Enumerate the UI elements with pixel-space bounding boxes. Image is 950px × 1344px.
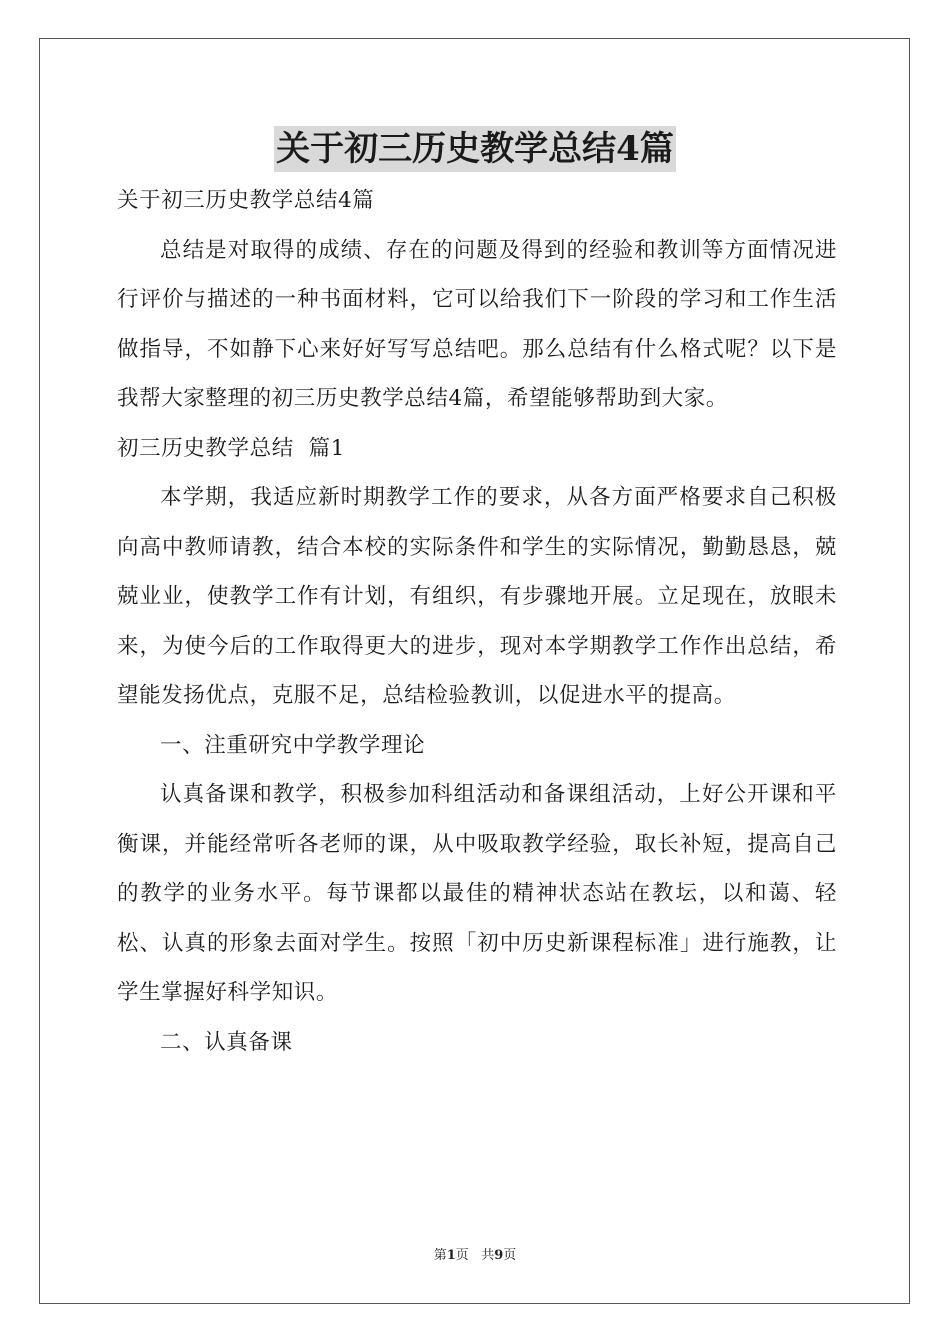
footer-page-prefix: 第 [433,1248,447,1263]
paragraph-body-2: 认真备课和教学，积极参加科组活动和备课组活动，上好公开课和平衡课，并能经常听各老师的课，从中吸取教学经验，取长补短，提高自己的教学的业务水平。每节课都以最佳的精神状态站在教坛，以和蔼、轻松、认真的形象去面对学生。按照「初中历史新课程标准」进行施教，让学生掌握好科学知识。 [117,782,837,1005]
section-heading-1: 初三历史教学总结 篇1 [117,435,346,461]
document-title: 关于初三历史教学总结4篇 [274,126,676,172]
paragraph-body-1: 本学期，我适应新时期教学工作的要求，从各方面严格要求自己积极向高中教师请教，结合本校的实际条件和学生的实际情况，勤勤恳恳，兢兢业业，使教学工作有计划，有组织，有步骤地开展。立足现在，放眼未来，为使今后的工作取得更大的进步，现对本学期教学工作作出总结，希望能发扬优点，克服不足，总结检验教训，以促进水平的提高。 [117,485,837,708]
title-wrap [0,126,950,172]
footer-total-prefix: 共 [481,1248,495,1263]
subheading-1: 一、注重研究中学教学理论 [160,732,426,758]
footer-total-pages: 9 [494,1248,504,1263]
page-footer [0,1246,950,1266]
footer-page-number: 1 [446,1248,456,1263]
document-subtitle: 关于初三历史教学总结4篇 [117,188,375,213]
subheading-2: 二、认真备课 [160,1029,293,1055]
document-body [117,176,837,1067]
footer-total-suffix: 页 [503,1248,517,1263]
footer-page-suffix: 页 [455,1248,469,1263]
paragraph-intro: 总结是对取得的成绩、存在的问题及得到的经验和教训等方面情况进行评价与描述的一种书面材料，它可以给我们下一阶段的学习和工作生活做指导，不如静下心来好好写写总结吧。那么总结有什么格式呢？以下是我帮大家整理的初三历史教学总结4篇，希望能够帮助到大家。 [117,237,837,411]
